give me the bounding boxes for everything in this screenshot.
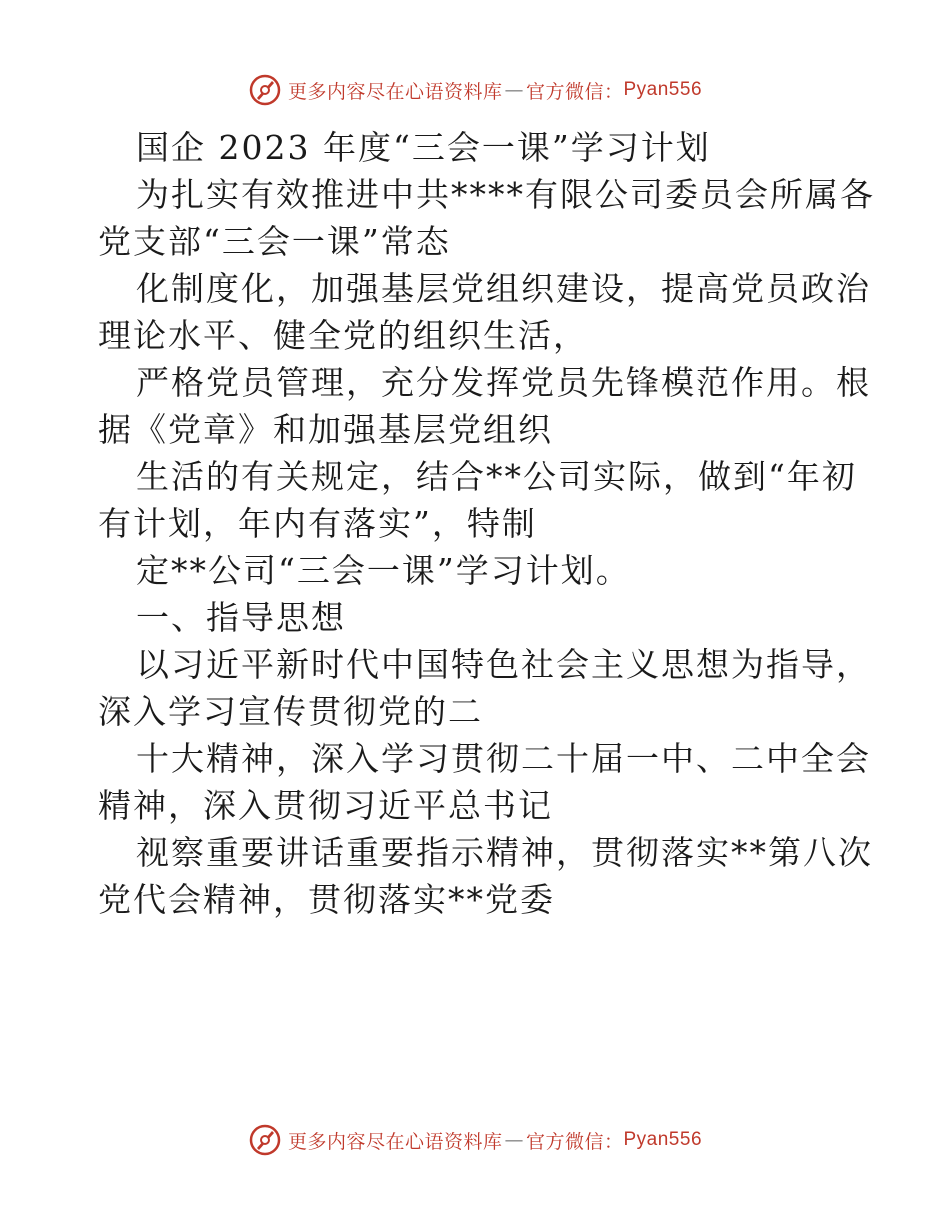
document-line: 党支部“三会一课”常态 [98,222,451,261]
document-line: 深入学习宣传贯彻党的二 [98,692,483,731]
footer-watermark [0,1120,950,1160]
document-title: 国企 2023 年度“三会一课”学习计划 [136,128,711,167]
document-line: 党代会精神，贯彻落实**党委 [98,880,555,919]
document-line: 一、指导思想 [136,598,346,637]
watermark-handle: Pyan556 [623,1129,703,1150]
watermark-separator: — [504,1129,524,1151]
document-line: 化制度化，加强基层党组织建设，提高党员政治 [136,269,871,308]
watermark-separator: — [504,79,524,101]
document-line: 视察重要讲话重要指示精神，贯彻落实**第八次 [136,833,873,872]
document-line: 严格党员管理，充分发挥党员先锋模范作用。根 [136,363,871,402]
watermark-text: 更多内容尽在心语资料库 [287,1130,503,1153]
quill-logo-icon [248,73,282,107]
document-line: 十大精神，深入学习贯彻二十届一中、二中全会 [136,739,871,778]
document-line: 以习近平新时代中国特色社会主义思想为指导， [136,645,871,684]
document-line: 精神，深入贯彻习近平总书记 [98,786,553,825]
watermark-text: 更多内容尽在心语资料库 [287,80,503,103]
document-line: 生活的有关规定，结合**公司实际，做到“年初 [136,457,857,496]
quill-logo-icon [248,1123,282,1157]
watermark-contact: 官方微信： [525,80,624,103]
document-body [98,124,875,923]
watermark-contact: 官方微信： [525,1130,624,1153]
document-line: 理论水平、健全党的组织生活， [98,316,588,355]
document-line: 定**公司“三会一课”学习计划。 [136,551,631,590]
document-line: 据《党章》和加强基层党组织 [98,410,553,449]
document-line: 为扎实有效推进中共****有限公司委员会所属各 [136,175,875,214]
header-watermark [0,70,950,110]
document-line: 有计划，年内有落实”，特制 [98,504,537,543]
watermark-handle: Pyan556 [623,79,703,100]
